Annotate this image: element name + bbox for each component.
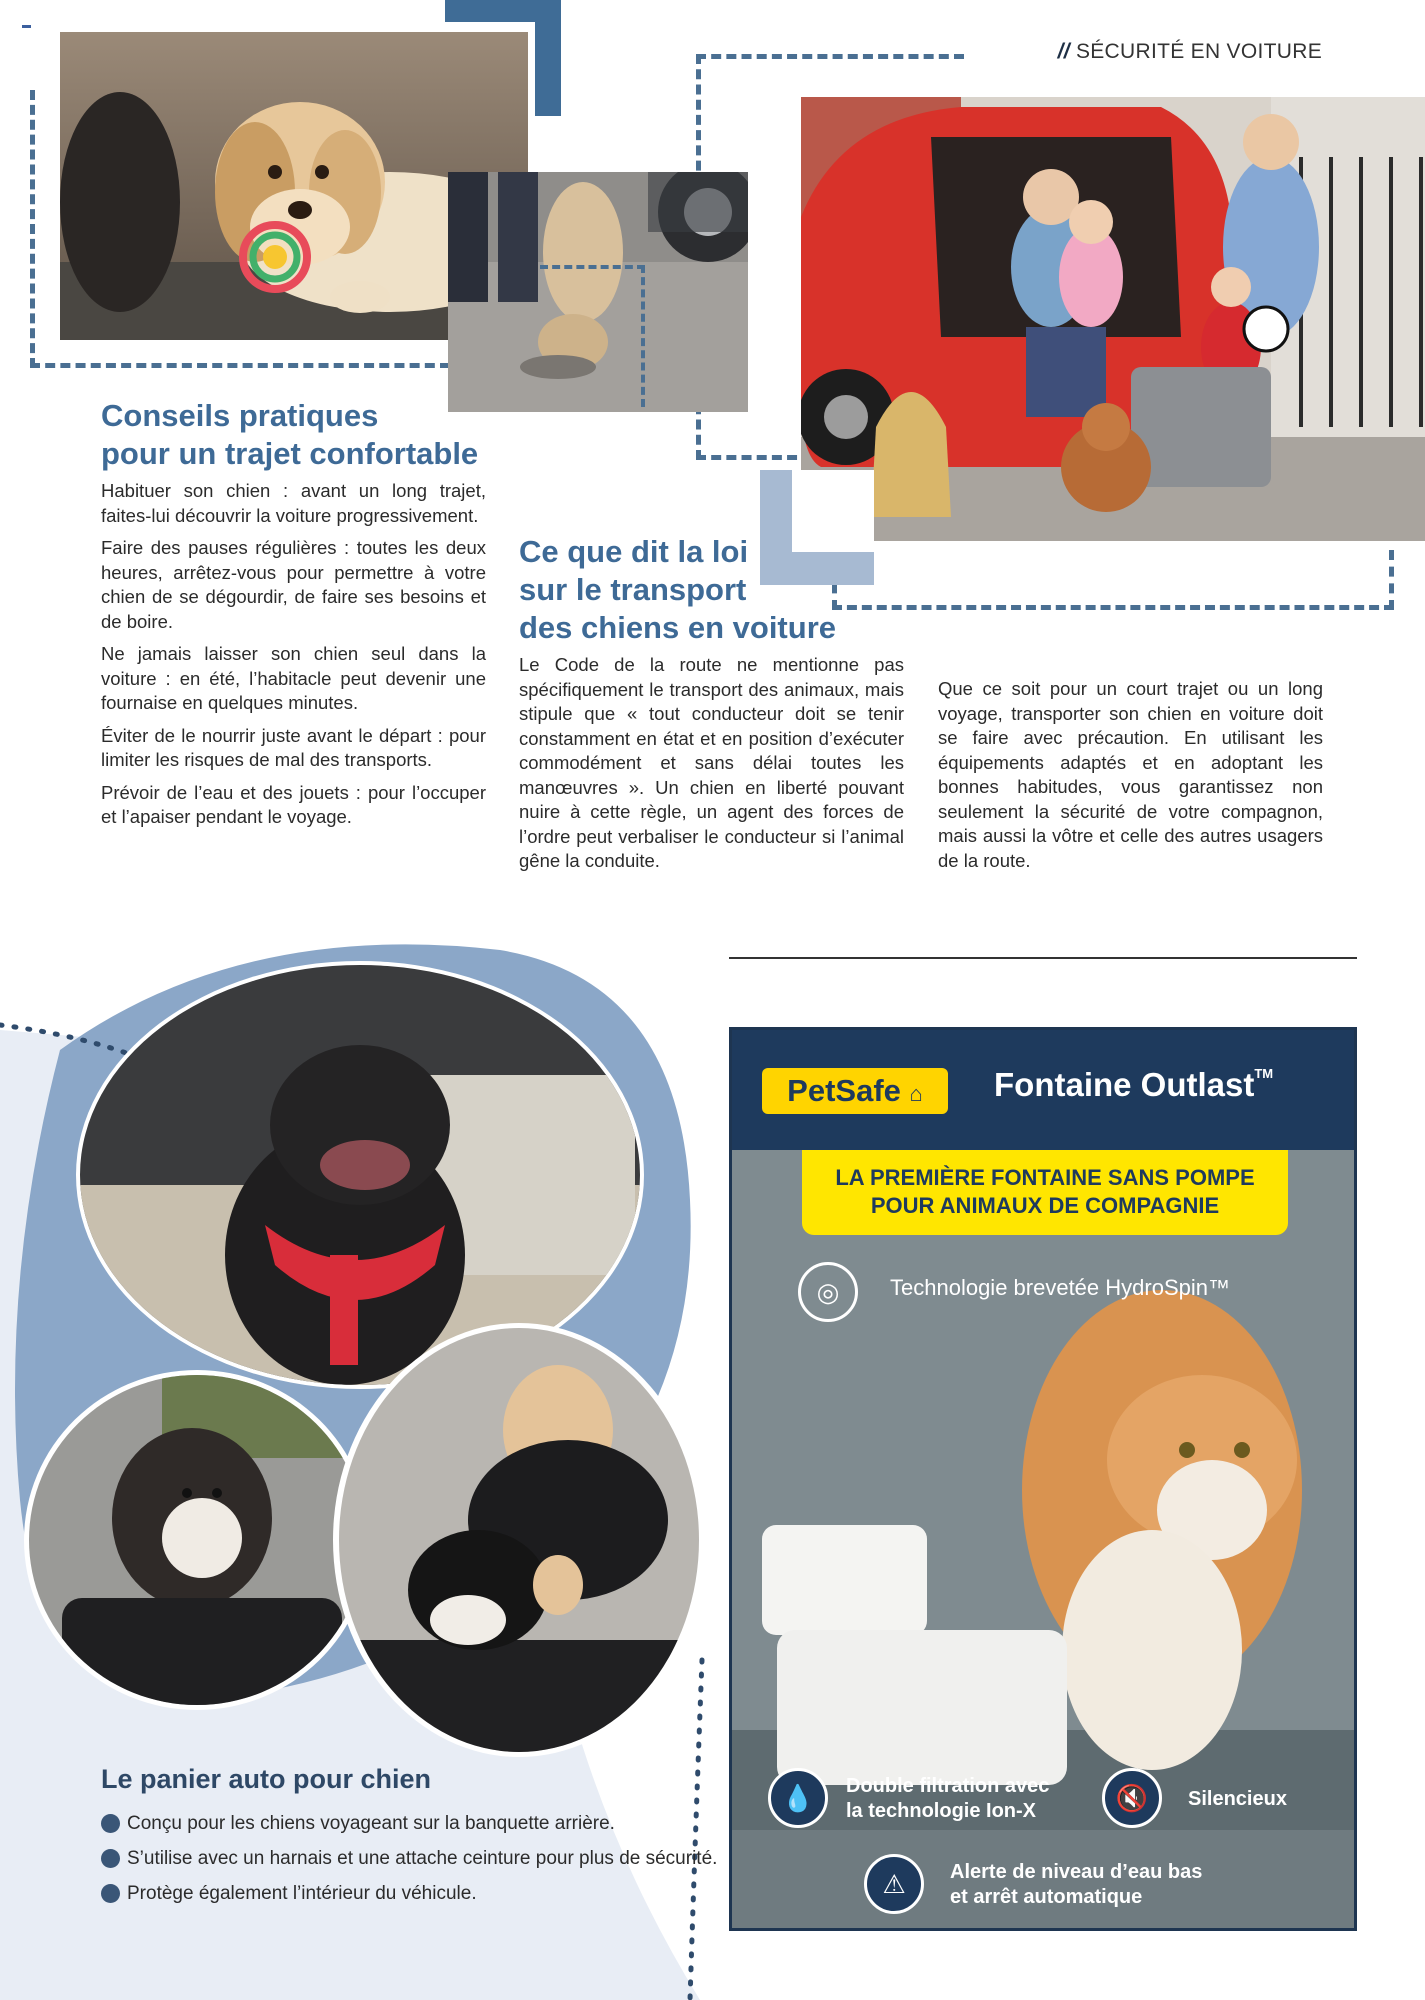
list-item-text: Conçu pour les chiens voyageant sur la banquette arrière. bbox=[127, 1813, 615, 1834]
loi-title-line3: des chiens en voiture bbox=[519, 610, 836, 645]
ad-banner bbox=[802, 1150, 1288, 1235]
banner-line1: LA PREMIÈRE FONTAINE SANS POMPE bbox=[835, 1165, 1255, 1190]
trademark: TM bbox=[1254, 1066, 1274, 1081]
conseils-title bbox=[101, 397, 478, 473]
feature-silencieux: Silencieux bbox=[1188, 1788, 1287, 1810]
kicker-slashes: // bbox=[1057, 40, 1070, 63]
section-kicker bbox=[1058, 40, 1322, 64]
panier-title: Le panier auto pour chien bbox=[101, 1764, 432, 1794]
conseils-text bbox=[101, 479, 486, 838]
page-marker bbox=[22, 25, 31, 28]
conclusion-text bbox=[938, 677, 1323, 881]
conseils-paragraph: Habituer son chien : avant un long trajet, faites-lui découvrir la voiture progressivement. bbox=[101, 480, 486, 526]
conseils-paragraph: Éviter de le nourrir juste avant le départ : pour limiter les risques de mal des transports. bbox=[101, 724, 486, 770]
loi-title-line2: sur le transport bbox=[519, 572, 747, 607]
mute-icon: 🔇 bbox=[1102, 1768, 1162, 1828]
conseils-title-line2: pour un trajet confortable bbox=[101, 436, 479, 471]
photo-family-car bbox=[801, 97, 1425, 541]
conseils-title-line1: Conseils pratiques bbox=[101, 398, 379, 433]
conseils-paragraph: Prévoir de l’eau et des jouets : pour l’occuper et l’apaiser pendant le voyage. bbox=[101, 781, 486, 827]
list-item-text: Protège également l’intérieur du véhicule. bbox=[127, 1883, 477, 1904]
banner-line2: POUR ANIMAUX DE COMPAGNIE bbox=[870, 1193, 1220, 1218]
feature-alert bbox=[950, 1860, 1202, 1910]
filtration-icon: 💧 bbox=[768, 1768, 828, 1828]
product-name-text: Fontaine Outlast bbox=[994, 1066, 1255, 1103]
bullet-icon bbox=[101, 1814, 120, 1833]
feature3-line1: Alerte de niveau d’eau bas bbox=[950, 1861, 1203, 1883]
alert-icon: ⚠ bbox=[864, 1854, 924, 1914]
feature1-line2: la technologie Ion-X bbox=[846, 1800, 1037, 1822]
dashed-frame-right bbox=[832, 550, 1394, 610]
house-icon: ⌂ bbox=[909, 1081, 923, 1106]
list-item bbox=[101, 1841, 717, 1876]
photo-woman-dog bbox=[328, 1320, 710, 1760]
divider bbox=[729, 957, 1357, 959]
loi-title-line1: Ce que dit la loi bbox=[519, 534, 749, 569]
feature3-line2: et arrêt automatique bbox=[950, 1886, 1143, 1908]
kicker-text: SÉCURITÉ EN VOITURE bbox=[1075, 40, 1322, 63]
feature1-line1: Double filtration avec bbox=[846, 1775, 1050, 1797]
list-item-text: S’utilise avec un harnais et une attache ceinture pour plus de sécurité. bbox=[127, 1848, 718, 1869]
technology-text: Technologie brevetée HydroSpin™ bbox=[890, 1275, 1230, 1300]
conclusion-paragraph: Que ce soit pour un court trajet ou un long voyage, transporter son chien en voiture doit se faire avec précaution. En utilisant les équipements adaptés et en adoptant les bonnes habitudes, vous garantissez non seulement la sécurité de votre compagnon, mais aussi la vôtre et celle des autres usagers de la route. bbox=[938, 678, 1323, 871]
loi-paragraph: Le Code de la route ne mentionne pas spécifiquement le transport des animaux, mais stipule que « tout conducteur doit se tenir constamment en état et en position d’exécuter commodément et sans délai toutes les manœuvres ». Un chien en liberté pouvant nuire à cette règle, un agent des forces de l’ordre peut verbaliser le conducteur si l’animal gêne la conduite. bbox=[519, 654, 904, 871]
loi-title bbox=[519, 533, 836, 647]
product-name bbox=[994, 1066, 1273, 1104]
dashed-frame-bowl bbox=[540, 265, 645, 407]
list-item bbox=[101, 1806, 717, 1841]
conseils-paragraph: Faire des pauses régulières : toutes les deux heures, arrêtez-vous pour permettre à votre chien de se dégourdir, de faire ses besoins et de boire. bbox=[101, 537, 486, 632]
hydrospin-icon: ◎ bbox=[798, 1262, 858, 1322]
brand-name: PetSafe bbox=[787, 1073, 901, 1108]
photo-dog-basket bbox=[22, 1368, 372, 1713]
petsafe-advertisement[interactable] bbox=[729, 1027, 1357, 1931]
list-item bbox=[101, 1876, 717, 1911]
bullet-icon bbox=[101, 1884, 120, 1903]
conseils-paragraph: Ne jamais laisser son chien seul dans la voiture : en été, l’habitacle peut devenir une fournaise en quelques minutes. bbox=[101, 643, 486, 713]
family-car-illustration bbox=[801, 97, 1425, 541]
loi-text bbox=[519, 653, 904, 882]
feature-filtration bbox=[846, 1774, 1049, 1824]
bullet-icon bbox=[101, 1849, 120, 1868]
panier-list bbox=[101, 1806, 717, 1911]
petsafe-logo bbox=[762, 1068, 948, 1114]
